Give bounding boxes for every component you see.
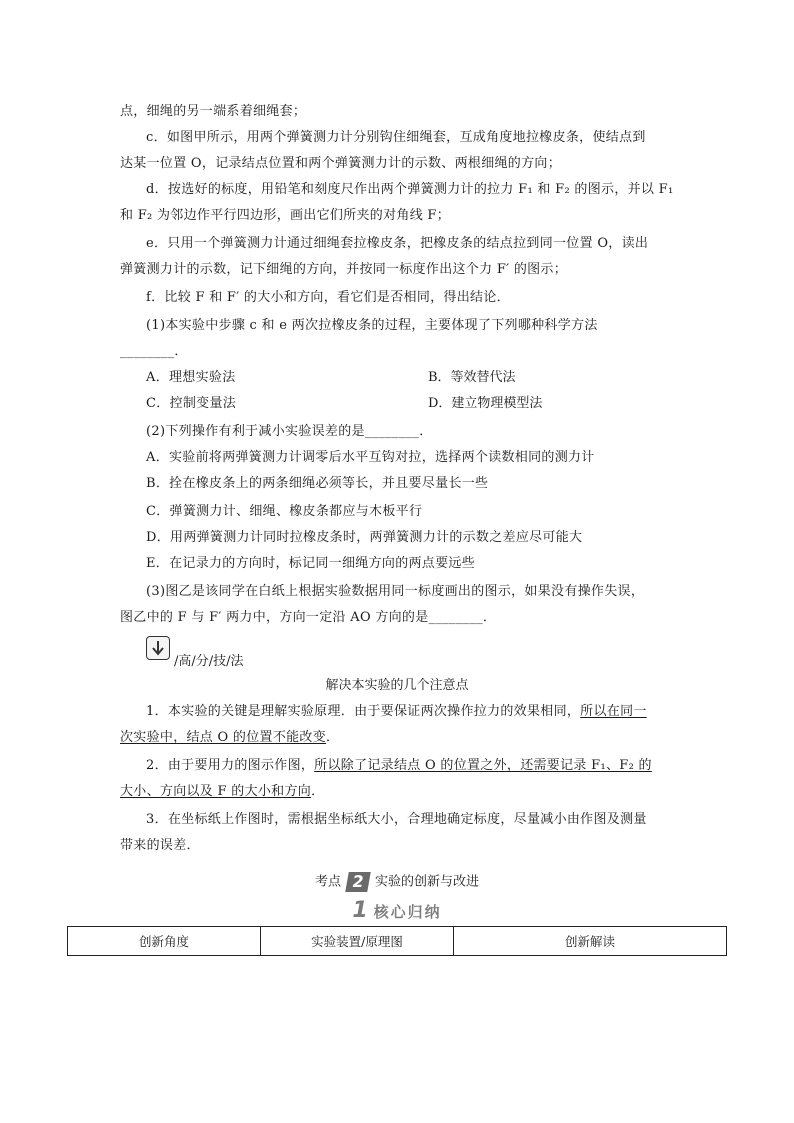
- tip-2: 2．由于要用力的图示作图，所以除了记录结点 O 的位置之外，还需要记录 F₁、F₂ 的: [146, 758, 652, 773]
- table-header-cell: 创新角度: [68, 927, 261, 956]
- tips-title: 解决本实验的几个注意点: [325, 678, 469, 693]
- step-c: c．如图甲所示，用两个弹簧测力计分别钩住细绳套，互成角度地拉橡皮条，使结点到: [146, 130, 646, 145]
- question-2: (2)下列操作有利于减小实验误差的是________．: [146, 424, 433, 439]
- table-header-row: [68, 927, 727, 956]
- question-3: (3)图乙是该同学在白纸上根据实验数据用同一标度画出的图示，如果没有操作失误，: [146, 584, 645, 599]
- tip-1: 1．本实验的关键是理解实验原理．由于要保证两次操作拉力的效果相同，所以在同一: [146, 704, 647, 719]
- text-line: 和 F₂ 为邻边作平行四边形，画出它们所夹的对角线 F；: [120, 208, 451, 223]
- tips-label: /高/分/技/法: [174, 654, 244, 669]
- text-line: 弹簧测力计的示数，记下细绳的方向，并按同一标度作出这个力 F′ 的图示；: [120, 262, 568, 277]
- table-header-cell: 实验装置/原理图: [261, 927, 454, 956]
- text-line: 点，细绳的另一端系着细绳套；: [120, 104, 307, 119]
- option-e: E．在记录力的方向时，标记同一细绳方向的两点要远些: [146, 556, 475, 571]
- step-e: e．只用一个弹簧测力计通过细绳套拉橡皮条，把橡皮条的结点拉到同一位置 O，读出: [146, 236, 649, 251]
- option-a: A．实验前将两弹簧测力计调零后水平互钩对拉，选择两个读数相同的测力计: [146, 450, 595, 465]
- option-d: D．建立物理模型法: [428, 396, 543, 411]
- tip-3: 3．在坐标纸上作图时，需根据坐标纸大小，合理地确定标度，尽量减小由作图及测量: [146, 812, 647, 827]
- innovation-table: [67, 926, 727, 956]
- question-1: (1)本实验中步骤 c 和 e 两次拉橡皮条的过程，主要体现了下列哪种科学方法: [146, 318, 598, 333]
- option-c: C．控制变量法: [146, 396, 237, 411]
- section-heading: 考点 2 实验的创新与改进: [314, 872, 480, 891]
- option-b: B．拴在橡皮条上的两条细绳必须等长，并且要尽量长一些: [146, 476, 489, 491]
- step-d: d．按选好的标度，用铅笔和刻度尺作出两个弹簧测力计的拉力 F₁ 和 F₂ 的图示，并以 F₁: [146, 182, 674, 197]
- tip-2-cont: 大小、方向以及 F 的大小和方向．: [120, 784, 325, 799]
- option-c: C．弹簧测力计、细绳、橡皮条都应与木板平行: [146, 504, 423, 519]
- subsection-heading: 1 核心归纳: [352, 898, 442, 923]
- down-arrow-icon: [146, 636, 170, 660]
- option-b: B．等效替代法: [428, 370, 516, 385]
- step-f: f．比较 F 和 F′ 的大小和方向，看它们是否相同，得出结论．: [146, 290, 510, 305]
- answer-blank: ________．: [120, 344, 188, 359]
- tip-1-cont: 次实验中，结点 O 的位置不能改变．: [120, 730, 340, 745]
- section-number-badge: 2: [345, 872, 371, 892]
- text-line: 达某一位置 O，记录结点位置和两个弹簧测力计的示数、两根细绳的方向；: [120, 156, 561, 171]
- table-header-cell: 创新解读: [454, 927, 727, 956]
- option-d: D．用两弹簧测力计同时拉橡皮条时，两弹簧测力计的示数之差应尽可能大: [146, 530, 583, 545]
- tip-3-cont: 带来的误差．: [120, 838, 200, 853]
- option-a: A．理想实验法: [146, 370, 236, 385]
- text-line: 图乙中的 F 与 F′ 两力中，方向一定沿 AO 方向的是________．: [120, 610, 497, 625]
